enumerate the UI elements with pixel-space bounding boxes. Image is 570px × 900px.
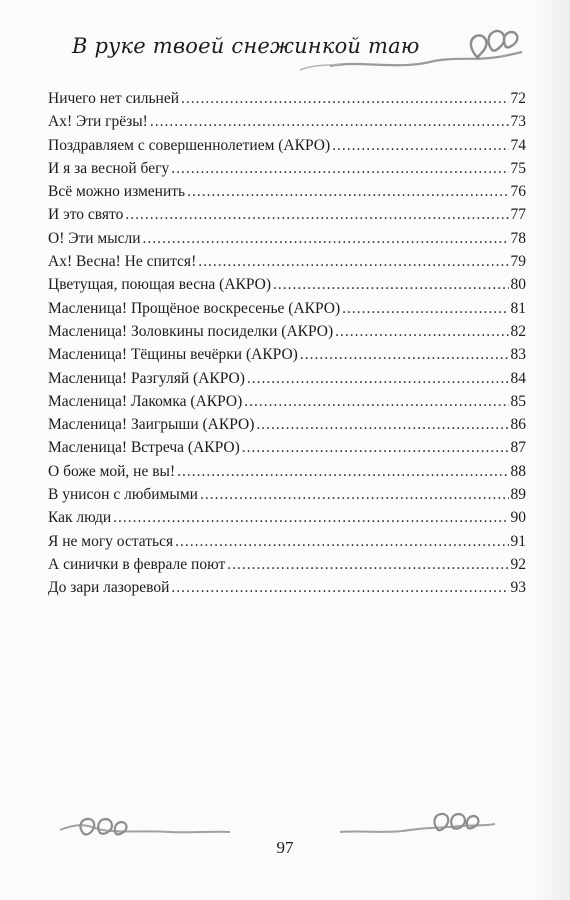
table-of-contents [48, 87, 526, 600]
toc-entry-title: В унисон с любимыми [48, 486, 198, 504]
dot-leader [171, 157, 508, 180]
dot-leader [175, 530, 508, 553]
dot-leader [273, 273, 508, 296]
toc-entry [48, 227, 526, 250]
toc-entry-page: 88 [510, 462, 526, 480]
dot-leader [247, 367, 509, 390]
toc-entry [48, 180, 526, 203]
dot-leader [335, 320, 508, 343]
toc-entry [48, 436, 526, 459]
dot-leader [198, 250, 508, 273]
toc-entry [48, 390, 526, 413]
toc-entry-title: А синички в феврале поют [48, 555, 226, 573]
toc-entry [48, 250, 526, 273]
toc-entry-title: И это свято [48, 206, 124, 224]
toc-entry-page: 83 [510, 346, 526, 364]
dot-leader [181, 87, 508, 110]
page-number: 97 [276, 838, 294, 857]
running-header-title: В руке твоей снежинкой таю [72, 34, 420, 58]
dot-leader [200, 483, 509, 506]
toc-entry-title: Ах! Весна! Не спится! [48, 253, 197, 271]
toc-entry-page: 93 [510, 579, 526, 597]
toc-entry-page: 87 [510, 439, 526, 457]
toc-entry [48, 483, 526, 506]
toc-entry-title: Масленица! Лакомка (АКРО) [48, 392, 243, 410]
toc-entry-title: Я не могу остаться [48, 532, 174, 550]
page-edge-shadow [530, 0, 570, 900]
toc-entry [48, 320, 526, 343]
toc-entry-page: 77 [510, 206, 526, 224]
toc-entry-page: 92 [510, 555, 526, 573]
toc-entry-page: 74 [510, 136, 526, 154]
toc-entry-page: 89 [510, 486, 526, 504]
dot-leader [227, 553, 508, 576]
toc-entry-page: 86 [510, 416, 526, 434]
toc-entry-page: 84 [510, 369, 526, 387]
ribbon-ornament-icon [0, 0, 570, 85]
toc-entry-title: Масленица! Встреча (АКРО) [48, 439, 240, 457]
toc-entry-title: Ах! Эти грёзы! [48, 113, 148, 131]
dot-leader [143, 227, 509, 250]
toc-entry-title: Масленица! Заигрыши (АКРО) [48, 416, 255, 434]
toc-entry-page: 85 [510, 392, 526, 410]
toc-entry-title: Масленица! Разгуляй (АКРО) [48, 369, 245, 387]
toc-entry-page: 75 [510, 159, 526, 177]
toc-entry-title: О! Эти мысли [48, 229, 141, 247]
toc-entry [48, 134, 526, 157]
toc-entry-title: О боже мой, не вы! [48, 462, 176, 480]
dot-leader [256, 413, 508, 436]
toc-entry-page: 76 [510, 183, 526, 201]
toc-entry [48, 297, 526, 320]
toc-entry-title: До зари лазоревой [48, 579, 170, 597]
dot-leader [171, 576, 508, 599]
toc-entry [48, 343, 526, 366]
dot-leader [113, 506, 508, 529]
toc-entry [48, 413, 526, 436]
toc-entry [48, 506, 526, 529]
dot-leader [150, 110, 509, 133]
toc-entry [48, 530, 526, 553]
toc-entry-title: Всё можно изменить [48, 183, 186, 201]
dot-leader [187, 180, 508, 203]
toc-entry [48, 460, 526, 483]
toc-entry-page: 81 [510, 299, 526, 317]
toc-entry [48, 576, 526, 599]
toc-entry-title: Масленица! Прощёное воскресенье (АКРО) [48, 299, 341, 317]
toc-entry [48, 87, 526, 110]
toc-entry [48, 273, 526, 296]
toc-entry-page: 90 [510, 509, 526, 527]
toc-entry-title: Цветущая, поющая весна (АКРО) [48, 276, 272, 294]
toc-entry-page: 79 [510, 253, 526, 271]
toc-entry-page: 73 [510, 113, 526, 131]
dot-leader [300, 343, 509, 366]
running-header [0, 0, 570, 85]
dot-leader [242, 436, 509, 459]
dot-leader [342, 297, 508, 320]
toc-entry [48, 553, 526, 576]
dot-leader [125, 203, 508, 226]
toc-entry-page: 80 [510, 276, 526, 294]
toc-entry [48, 367, 526, 390]
toc-entry-title: Как люди [48, 509, 112, 527]
toc-entry-page: 72 [510, 90, 526, 107]
toc-entry-title: Масленица! Тёщины вечёрки (АКРО) [48, 346, 298, 364]
toc-entry [48, 157, 526, 180]
toc-entry-title: Масленица! Золовкины посиделки (АКРО) [48, 322, 334, 340]
dot-leader [244, 390, 508, 413]
toc-entry-title: Поздравляем с совершеннолетием (АКРО) [48, 136, 331, 154]
toc-entry-title: Ничего нет сильней [48, 90, 180, 107]
toc-entry [48, 110, 526, 133]
dot-leader [332, 134, 508, 157]
dot-leader [177, 460, 508, 483]
toc-entry-page: 91 [510, 532, 526, 550]
toc-entry-page: 82 [510, 322, 526, 340]
toc-entry-title: И я за весной бегу [48, 159, 170, 177]
toc-entry [48, 203, 526, 226]
toc-entry-page: 78 [510, 229, 526, 247]
